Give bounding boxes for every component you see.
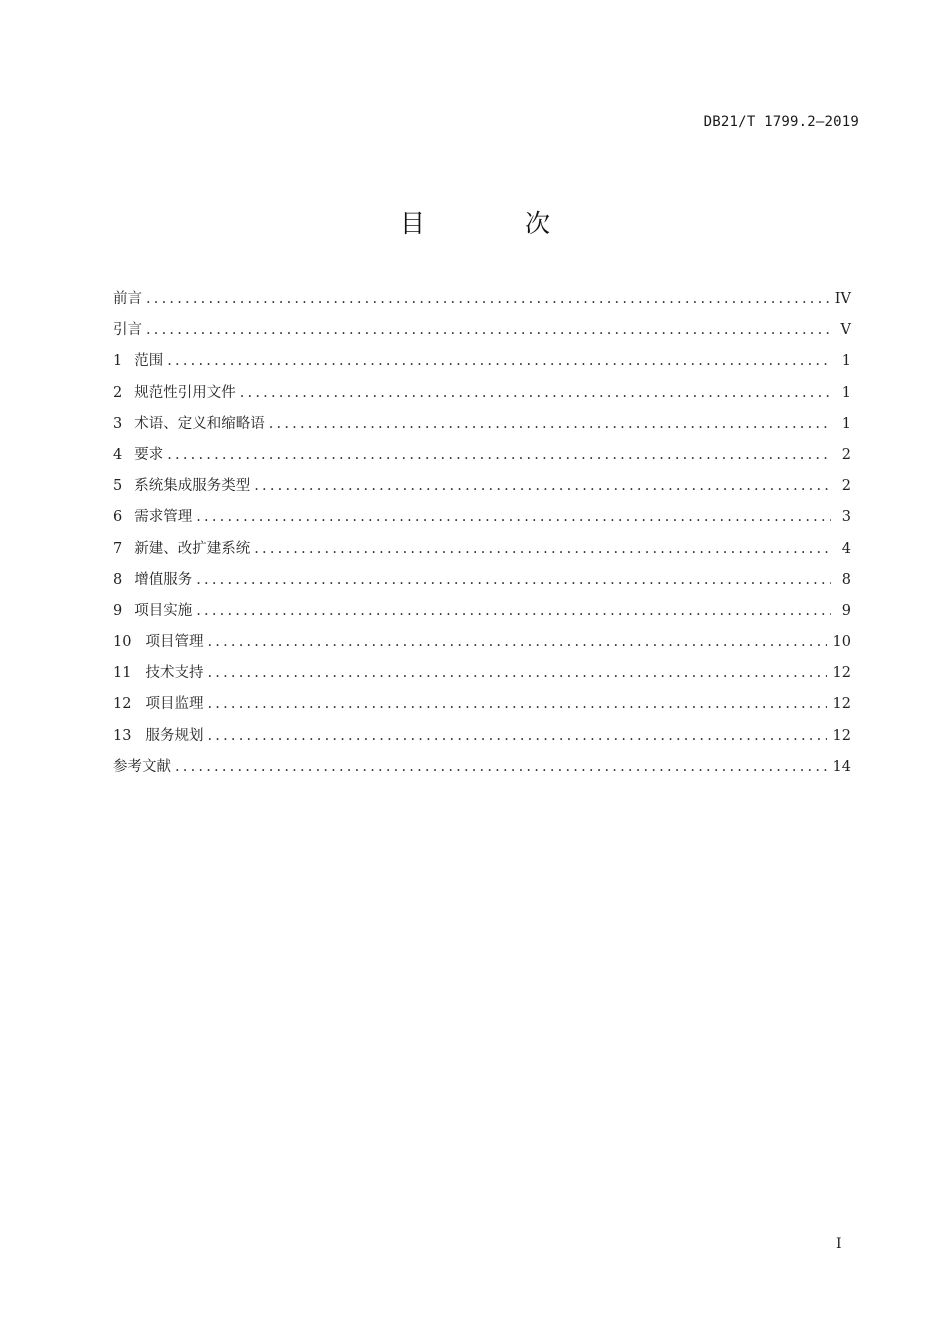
toc-entry-number: 4 [113, 446, 123, 463]
toc-leader-dots [269, 409, 831, 440]
toc-entry-page: 10 [832, 634, 851, 651]
toc-entry-label: 项目实施 [134, 602, 193, 619]
page-title: 目 次 [400, 209, 596, 238]
table-of-contents [113, 284, 851, 783]
toc-entry-number: 11 [113, 665, 132, 682]
toc-entry-number: 2 [113, 384, 123, 401]
toc-entry-number: 5 [113, 478, 123, 495]
toc-entry-label: 新建、改扩建系统 [134, 540, 251, 557]
toc-entry-number: 7 [113, 540, 123, 557]
toc-entry-9[interactable] [113, 596, 851, 627]
toc-entry-page: 1 [841, 384, 851, 401]
toc-entry-page: 1 [841, 415, 851, 432]
toc-leader-dots [240, 378, 831, 409]
toc-entry-page: 2 [841, 478, 851, 495]
toc-entry-page: 2 [841, 446, 851, 463]
toc-entry-label: 增值服务 [134, 571, 193, 588]
toc-entry-number: 13 [113, 727, 132, 744]
toc-leader-dots [146, 315, 831, 346]
toc-entry-label: 规范性引用文件 [134, 384, 236, 401]
toc-entry-label: 参考文献 [113, 758, 171, 775]
toc-entry-page: 12 [832, 727, 851, 744]
toc-leader-dots [196, 565, 831, 596]
toc-leader-dots [207, 658, 826, 689]
toc-entry-foreword[interactable] [113, 284, 851, 315]
toc-entry-2[interactable] [113, 378, 851, 409]
toc-entry-1[interactable] [113, 346, 851, 377]
toc-entry-number: 12 [113, 696, 132, 713]
toc-entry-page: 9 [841, 602, 851, 619]
toc-entry-5[interactable] [113, 471, 851, 502]
toc-entry-label: 技术支持 [145, 665, 204, 682]
toc-entry-7[interactable] [113, 534, 851, 565]
toc-entry-references[interactable] [113, 752, 851, 783]
toc-entry-4[interactable] [113, 440, 851, 471]
toc-entry-page: IV [834, 291, 851, 307]
toc-entry-page: 14 [832, 758, 851, 775]
toc-entry-page: 12 [832, 665, 851, 682]
toc-entry-page: 4 [841, 540, 851, 557]
toc-entry-8[interactable] [113, 565, 851, 596]
toc-entry-13[interactable] [113, 721, 851, 752]
toc-entry-page: 3 [841, 509, 851, 526]
toc-entry-label: 范围 [134, 353, 164, 370]
toc-entry-label: 服务规划 [145, 727, 204, 744]
toc-entry-label: 前言 [113, 291, 142, 307]
toc-entry-6[interactable] [113, 502, 851, 533]
toc-entry-number: 8 [113, 571, 123, 588]
toc-leader-dots [167, 346, 831, 377]
toc-entry-label: 术语、定义和缩略语 [134, 415, 265, 432]
toc-leader-dots [167, 440, 831, 471]
toc-entry-label: 项目监理 [145, 696, 204, 713]
toc-leader-dots [146, 284, 829, 315]
toc-leader-dots [254, 471, 831, 502]
toc-entry-introduction[interactable] [113, 315, 851, 346]
toc-entry-page: 1 [841, 353, 851, 370]
toc-entry-number: 6 [113, 509, 123, 526]
toc-entry-12[interactable] [113, 689, 851, 720]
toc-entry-page: 8 [841, 571, 851, 588]
toc-entry-label: 要求 [134, 446, 164, 463]
toc-entry-3[interactable] [113, 409, 851, 440]
toc-entry-number: 10 [113, 634, 132, 651]
toc-entry-number: 1 [113, 353, 123, 370]
toc-leader-dots [207, 627, 826, 658]
document-standard-id: DB21/T 1799.2—2019 [703, 114, 859, 130]
toc-entry-label: 引言 [113, 322, 142, 339]
toc-entry-number: 3 [113, 415, 123, 432]
toc-entry-label: 项目管理 [145, 634, 204, 651]
toc-entry-10[interactable] [113, 627, 851, 658]
toc-entry-label: 需求管理 [134, 509, 193, 526]
toc-entry-number: 9 [113, 602, 123, 619]
toc-leader-dots [254, 534, 831, 565]
toc-leader-dots [196, 596, 831, 627]
toc-entry-11[interactable] [113, 658, 851, 689]
toc-entry-label: 系统集成服务类型 [134, 478, 251, 495]
toc-leader-dots [207, 689, 826, 720]
toc-leader-dots [207, 721, 826, 752]
page-number: I [836, 1236, 842, 1252]
toc-leader-dots [196, 502, 831, 533]
toc-leader-dots [175, 752, 827, 783]
toc-entry-page: V [840, 322, 851, 339]
toc-entry-page: 12 [832, 696, 851, 713]
